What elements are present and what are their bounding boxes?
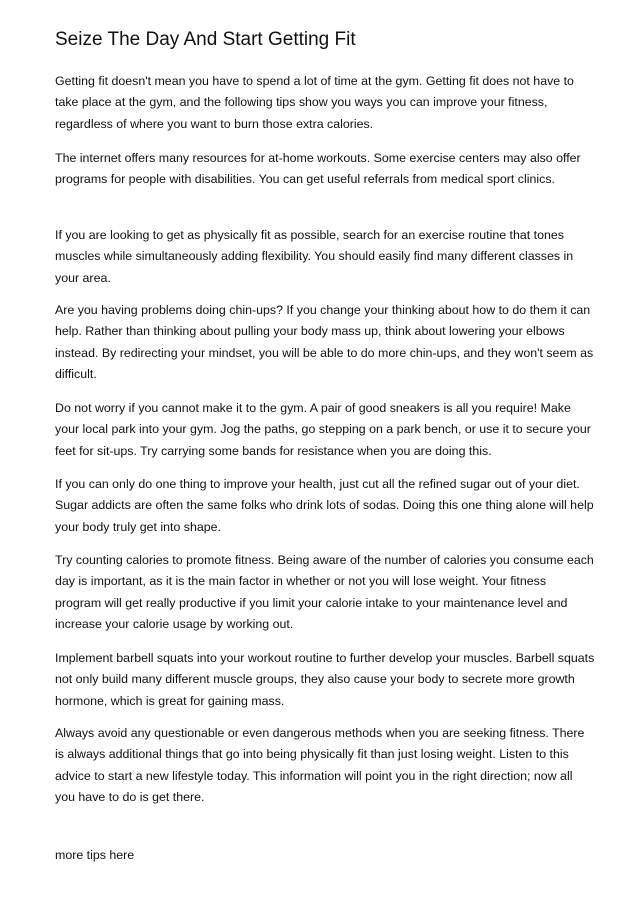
paragraph-refined-sugar: If you can only do one thing to improve your health, just cut all the refined sugar out of your diet. Sugar addicts are often the same folks who drink lots of sodas. Doing this one thing alone will help your body truly get into shape. [55,477,594,534]
paragraph-barbell-squats: Implement barbell squats into your workout routine to further develop your muscles. Barbell squats not only build many different muscle groups, they also cause your body to secrete more growth hormone, which is great for gaining mass. [55,651,595,708]
paragraph-chin-ups: Are you having problems doing chin-ups? If you change your thinking about how to do them it can help. Rather than thinking about pulling your body mass up, think about lowering your elbows instead. By redirecting your mindset, you will be able to do more chin-ups, and they won't seem as difficult. [55,303,594,381]
paragraph-home-workouts: The internet offers many resources for at-home workouts. Some exercise centers may also offer programs for people with disabilities. You can get useful referrals from medical sport clinics. [55,151,581,187]
paragraph-avoid-dangerous: Always avoid any questionable or even dangerous methods when you are seeking fitness. There is always additional things that go into being physically fit than just losing weight. Listen to this advice to start a new lifestyle today. This information will point you in the right direction; now all you have to do is get there. [55,726,585,804]
paragraph-counting-calories: Try counting calories to promote fitness. Being aware of the number of calories you consume each day is important, as it is the main factor in whether or not you will lose weight. Your fitness program will get really productive if you limit your calorie intake to your maintenance level and increase your calorie usage by working out. [55,553,594,631]
more-tips-link[interactable]: more tips here [55,848,135,862]
document-title: Seize The Day And Start Getting Fit [55,29,356,50]
paragraph-flexibility: If you are looking to get as physically fit as possible, search for an exercise routine that tones muscles while simultaneously adding flexibility. You should easily find many different classes in your area. [55,228,574,285]
paragraph-park-gym: Do not worry if you cannot make it to the gym. A pair of good sneakers is all you require! Make your local park into your gym. Jog the paths, go stepping on a park bench, or use it to secure your feet for sit-ups. Try carrying some bands for resistance when you are doing this. [55,401,591,458]
paragraph-intro: Getting fit doesn't mean you have to spend a lot of time at the gym. Getting fit does not have to take place at the gym, and the following tips show you ways you can improve your fitness, regardless of where you want to burn those extra calories. [55,74,574,131]
